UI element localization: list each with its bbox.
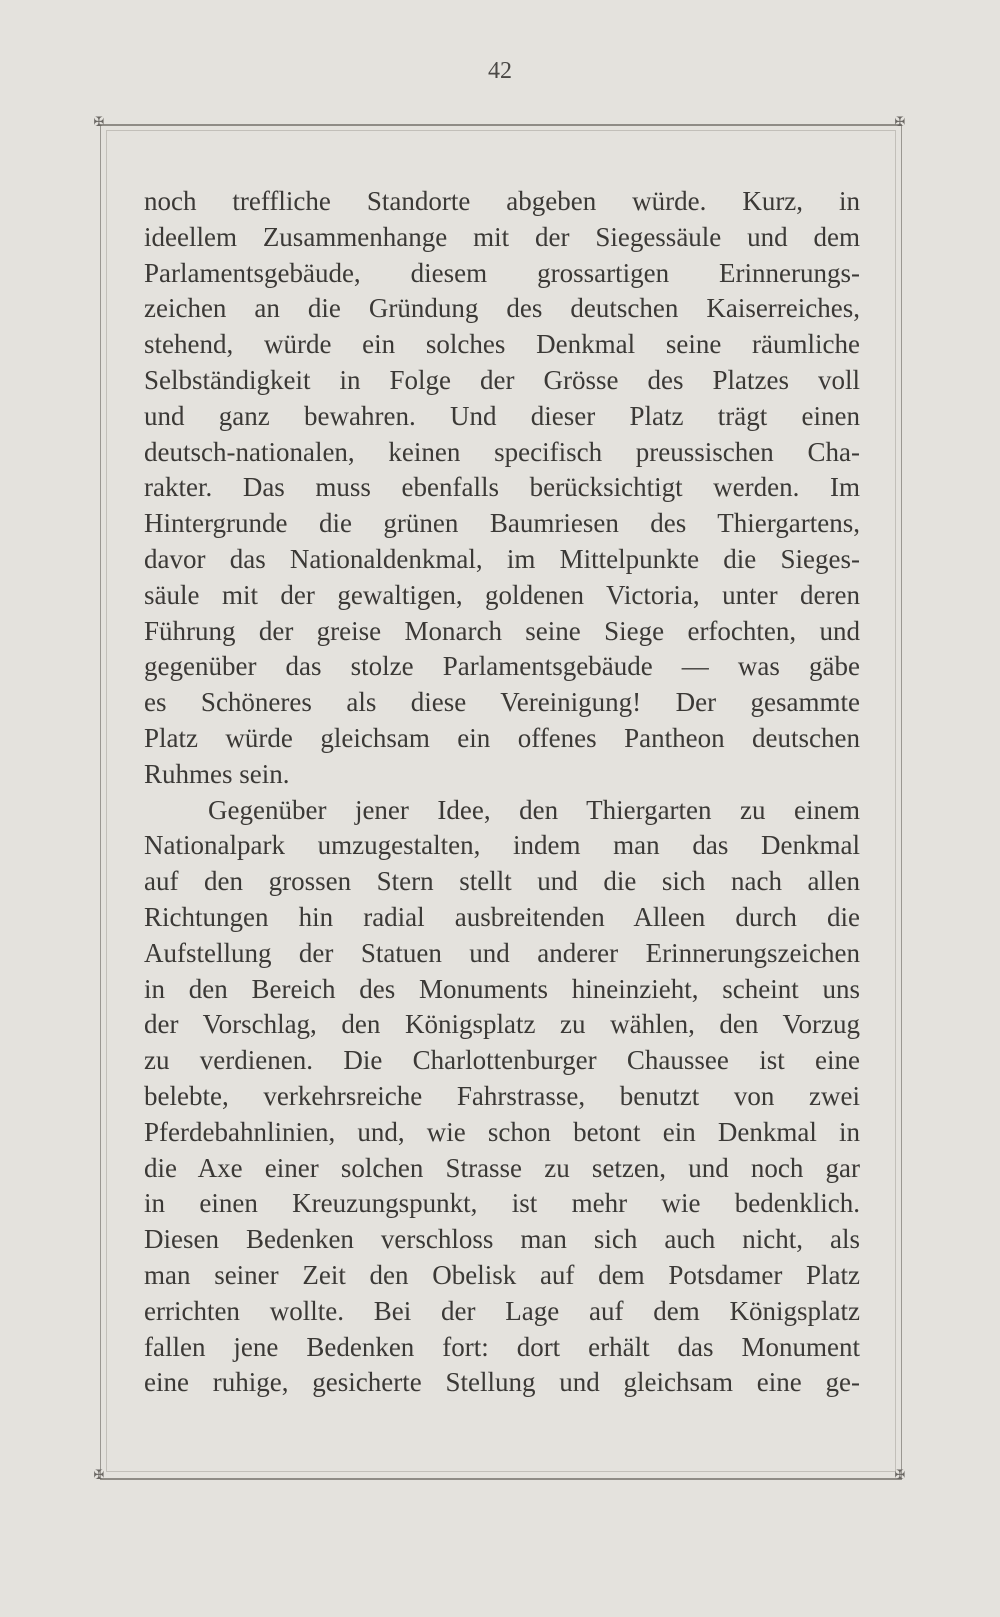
text-line: die Axe einer solchen Strasse zu setzen, und noch gar [144,1152,860,1183]
text-line: in den Bereich des Monuments hineinzieht, scheint uns [144,973,860,1004]
paragraph-2 [144,793,860,1402]
text-line: der Vorschlag, den Königsplatz zu wählen, den Vorzug [144,1009,860,1040]
text-line: eine ruhige, gesicherte Stellung und gleichsam eine ge- [144,1367,860,1398]
text-line: und ganz bewahren. Und dieser Platz trägt einen [144,400,860,431]
text-line: belebte, verkehrsreiche Fahrstrasse, benutzt von zwei [144,1080,860,1111]
text-line: zeichen an die Gründung des deutschen Kaiserreiches, [144,293,860,324]
text-line: Nationalpark umzugestalten, indem man das Denkmal [144,830,860,861]
corner-ornament-icon: ✠ [93,115,105,130]
text-line: noch treffliche Standorte abgeben würde. Kurz, in [144,186,860,216]
text-line: fallen jene Bedenken fort: dort erhält das Monument [144,1331,860,1362]
body-text [144,184,860,1401]
text-line: Pferdebahnlinien, und, wie schon betont ein Denkmal in [144,1116,860,1147]
text-line: es Schöneres als diese Vereinigung! Der gesammte [144,687,860,718]
text-line: auf den grossen Stern stellt und die sich nach allen [144,866,860,897]
text-line: ideellem Zusammenhange mit der Siegessäule und dem [144,221,860,252]
corner-ornament-icon: ✠ [894,115,906,130]
text-line: Aufstellung der Statuen und anderer Erinnerungszeichen [144,937,860,968]
text-line: rakter. Das muss ebenfalls berücksichtigt werden. Im [144,472,860,503]
text-line: errichten wollte. Bei der Lage auf dem Königsplatz [144,1295,860,1326]
text-line: Gegenüber jener Idee, den Thiergarten zu einem [208,794,860,825]
text-line: deutsch-nationalen, keinen specifisch preussischen Cha- [144,436,860,467]
text-line: säule mit der gewaltigen, goldenen Victoria, unter deren [144,579,860,610]
text-line: Selbständigkeit in Folge der Grösse des Platzes voll [144,364,860,395]
corner-ornament-icon: ✠ [93,1468,105,1483]
text-line: Ruhmes sein. [144,758,290,789]
text-line: Platz würde gleichsam ein offenes Pantheon deutschen [144,722,860,753]
text-line: zu verdienen. Die Charlottenburger Chaussee ist eine [144,1045,860,1076]
text-line: stehend, würde ein solches Denkmal seine räumliche [144,329,860,360]
text-line: Hintergrunde die grünen Baumriesen des Thiergartens, [144,508,860,539]
corner-ornament-icon: ✠ [894,1468,906,1483]
text-line: Diesen Bedenken verschloss man sich auch nicht, als [144,1224,860,1255]
text-line: in einen Kreuzungspunkt, ist mehr wie bedenklich. [144,1188,860,1219]
page-number: 42 [488,58,512,84]
text-line: Parlamentsgebäude, diesem grossartigen Erinnerungs- [144,257,860,288]
text-line: gegenüber das stolze Parlamentsgebäude — was gäbe [144,651,860,682]
text-line: Richtungen hin radial ausbreitenden Alleen durch die [144,901,860,932]
text-line: Führung der greise Monarch seine Siege erfochten, und [144,615,860,646]
text-line: davor das Nationaldenkmal, im Mittelpunkte die Sieges- [144,543,860,574]
text-line: man seiner Zeit den Obelisk auf dem Potsdamer Platz [144,1259,860,1290]
paragraph-1 [144,184,860,793]
